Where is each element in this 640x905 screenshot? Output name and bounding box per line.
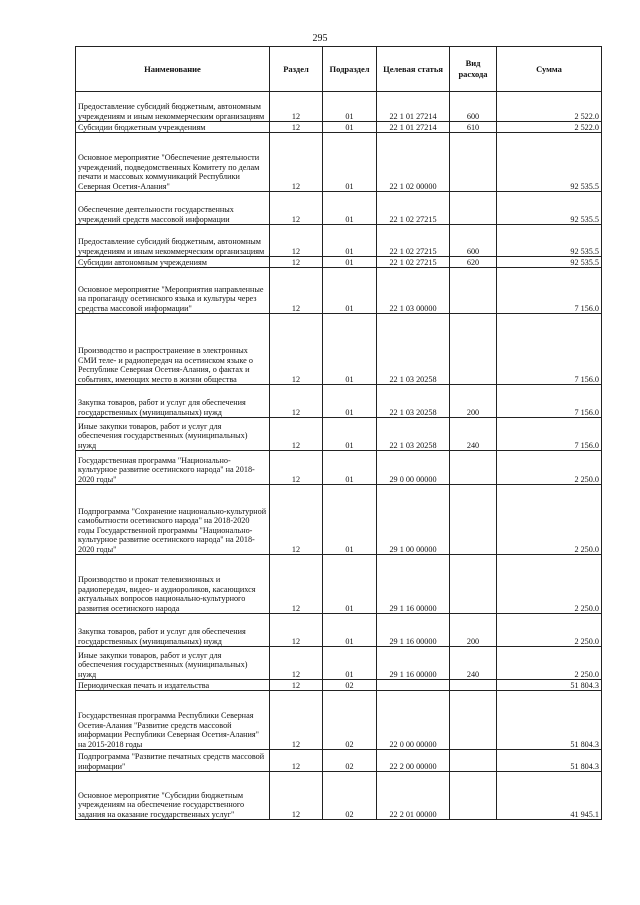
row-name: Основное мероприятие "Субсидии бюджетным учреждениям на обеспечение государственного задания на оказание государственных услуг": [76, 772, 270, 820]
row-expense-type: 240: [450, 647, 497, 680]
row-section: 12: [270, 485, 323, 555]
row-amount: 92 535.5: [497, 192, 602, 225]
row-expense-type: [450, 485, 497, 555]
row-target: 22 1 01 27214: [377, 122, 450, 133]
row-expense-type: [450, 691, 497, 750]
row-target: [377, 680, 450, 691]
row-name: Предоставление субсидий бюджетным, автономным учреждениям и иным некоммерческим организациям: [76, 92, 270, 122]
row-target: 22 1 03 20258: [377, 314, 450, 385]
row-section: 12: [270, 680, 323, 691]
header-name: Наименование: [76, 47, 270, 92]
row-section: 12: [270, 225, 323, 257]
table-row: [76, 691, 602, 750]
row-name: Производство и прокат телевизионных и радиопередач, видео- и аудиороликов, касающихся актуальных вопросов национально-культурного развития осетинского народа: [76, 555, 270, 614]
row-section: 12: [270, 451, 323, 485]
table-row: [76, 680, 602, 691]
header-section: Раздел: [270, 47, 323, 92]
table-row: [76, 314, 602, 385]
row-expense-type: [450, 451, 497, 485]
row-amount: 7 156.0: [497, 314, 602, 385]
row-name: Иные закупки товаров, работ и услуг для обеспечения государственных (муниципальных) нужд: [76, 647, 270, 680]
row-amount: 92 535.5: [497, 225, 602, 257]
row-section: 12: [270, 122, 323, 133]
row-amount: 92 535.5: [497, 257, 602, 268]
row-section: 12: [270, 614, 323, 647]
table-row: [76, 772, 602, 820]
row-amount: 51 804.3: [497, 750, 602, 772]
row-expense-type: 240: [450, 418, 497, 451]
header-amount: Сумма: [497, 47, 602, 92]
row-amount: 2 250.0: [497, 555, 602, 614]
row-subsection: 01: [323, 268, 377, 314]
row-section: 12: [270, 92, 323, 122]
row-expense-type: [450, 555, 497, 614]
row-subsection: 01: [323, 92, 377, 122]
row-subsection: 01: [323, 614, 377, 647]
row-section: 12: [270, 192, 323, 225]
row-name: Основное мероприятие "Мероприятия направленные на пропаганду осетинского языка и культуры через средства массовой информации": [76, 268, 270, 314]
row-amount: 2 250.0: [497, 485, 602, 555]
row-target: 22 1 02 00000: [377, 133, 450, 192]
row-name: Предоставление субсидий бюджетным, автономным учреждениям и иным некоммерческим организациям: [76, 225, 270, 257]
table-row: [76, 268, 602, 314]
table-row: [76, 192, 602, 225]
row-section: 12: [270, 314, 323, 385]
row-expense-type: [450, 314, 497, 385]
row-target: 22 1 03 20258: [377, 418, 450, 451]
row-expense-type: 600: [450, 225, 497, 257]
table-row: [76, 92, 602, 122]
table-header-row: [76, 47, 602, 92]
table-row: [76, 614, 602, 647]
row-subsection: 02: [323, 691, 377, 750]
row-expense-type: 200: [450, 614, 497, 647]
row-expense-type: [450, 750, 497, 772]
row-section: 12: [270, 555, 323, 614]
table-row: [76, 485, 602, 555]
row-name: Закупка товаров, работ и услуг для обеспечения государственных (муниципальных) нужд: [76, 385, 270, 418]
row-target: 22 0 00 00000: [377, 691, 450, 750]
row-expense-type: [450, 192, 497, 225]
row-target: 29 1 16 00000: [377, 555, 450, 614]
row-expense-type: [450, 133, 497, 192]
row-target: 22 2 01 00000: [377, 772, 450, 820]
table-row: [76, 225, 602, 257]
header-expense-type: Вид расхода: [450, 47, 497, 92]
row-amount: 2 250.0: [497, 451, 602, 485]
row-subsection: 01: [323, 122, 377, 133]
row-amount: 2 522.0: [497, 92, 602, 122]
row-section: 12: [270, 133, 323, 192]
row-name: Обеспечение деятельности государственных учреждений средств массовой информации: [76, 192, 270, 225]
row-amount: 41 945.1: [497, 772, 602, 820]
row-subsection: 01: [323, 192, 377, 225]
row-amount: 2 250.0: [497, 614, 602, 647]
row-amount: 2 522.0: [497, 122, 602, 133]
table-row: [76, 385, 602, 418]
row-target: 29 1 16 00000: [377, 647, 450, 680]
row-subsection: 01: [323, 257, 377, 268]
row-target: 22 2 00 00000: [377, 750, 450, 772]
row-section: 12: [270, 691, 323, 750]
row-expense-type: 620: [450, 257, 497, 268]
table-row: [76, 750, 602, 772]
row-target: 22 1 02 27215: [377, 225, 450, 257]
row-subsection: 02: [323, 772, 377, 820]
row-subsection: 02: [323, 750, 377, 772]
row-name: Субсидии бюджетным учреждениям: [76, 122, 270, 133]
row-expense-type: 600: [450, 92, 497, 122]
row-name: Производство и распространение в электронных СМИ теле- и радиопередач на осетинском языке о Республике Северная Осетия-Алания, о фактах и событиях, имеющих место в жизни общества: [76, 314, 270, 385]
row-name: Подпрограмма "Сохранение национально-культурной самобытности осетинского народа" на 2018-2020 годы Государственной программы "Национально-культурное развитие осетинского народа" на 2018-2020 годы": [76, 485, 270, 555]
row-target: 22 1 03 00000: [377, 268, 450, 314]
row-amount: 2 250.0: [497, 647, 602, 680]
row-subsection: 01: [323, 555, 377, 614]
row-subsection: 01: [323, 418, 377, 451]
row-subsection: 01: [323, 225, 377, 257]
row-expense-type: [450, 268, 497, 314]
row-expense-type: 610: [450, 122, 497, 133]
row-section: 12: [270, 772, 323, 820]
row-amount: 51 804.3: [497, 680, 602, 691]
row-section: 12: [270, 385, 323, 418]
row-section: 12: [270, 418, 323, 451]
row-name: Закупка товаров, работ и услуг для обеспечения государственных (муниципальных) нужд: [76, 614, 270, 647]
row-target: 22 1 02 27215: [377, 192, 450, 225]
row-target: 29 0 00 00000: [377, 451, 450, 485]
row-expense-type: [450, 772, 497, 820]
row-subsection: 01: [323, 485, 377, 555]
row-name: Подпрограмма "Развитие печатных средств массовой информации": [76, 750, 270, 772]
row-section: 12: [270, 257, 323, 268]
table-row: [76, 555, 602, 614]
table-row: [76, 647, 602, 680]
table-row: [76, 418, 602, 451]
table-row: [76, 451, 602, 485]
row-amount: 51 804.3: [497, 691, 602, 750]
row-name: Основное мероприятие "Обеспечение деятельности учреждений, подведомственных Комитету по делам печати и массовых коммуникаций Республики Северная Осетия-Алания": [76, 133, 270, 192]
row-target: 22 1 03 20258: [377, 385, 450, 418]
budget-table: [75, 46, 602, 820]
row-amount: 7 156.0: [497, 268, 602, 314]
row-name: Периодическая печать и издательства: [76, 680, 270, 691]
table-row: [76, 122, 602, 133]
header-subsection: Подраздел: [323, 47, 377, 92]
row-subsection: 01: [323, 314, 377, 385]
row-section: 12: [270, 647, 323, 680]
row-expense-type: [450, 680, 497, 691]
row-subsection: 01: [323, 451, 377, 485]
row-name: Субсидии автономным учреждениям: [76, 257, 270, 268]
row-target: 22 1 01 27214: [377, 92, 450, 122]
table-row: [76, 257, 602, 268]
row-target: 22 1 02 27215: [377, 257, 450, 268]
row-subsection: 01: [323, 385, 377, 418]
row-amount: 7 156.0: [497, 418, 602, 451]
row-name: Иные закупки товаров, работ и услуг для обеспечения государственных (муниципальных) нужд: [76, 418, 270, 451]
row-subsection: 01: [323, 133, 377, 192]
row-target: 29 1 16 00000: [377, 614, 450, 647]
header-target: Целевая статья: [377, 47, 450, 92]
row-subsection: 01: [323, 647, 377, 680]
table-row: [76, 133, 602, 192]
row-expense-type: 200: [450, 385, 497, 418]
page-number: 295: [312, 33, 328, 44]
row-target: 29 1 00 00000: [377, 485, 450, 555]
row-name: Государственная программа "Национально-культурное развитие осетинского народа" на 2018-2020 годы": [76, 451, 270, 485]
row-section: 12: [270, 750, 323, 772]
row-subsection: 02: [323, 680, 377, 691]
row-name: Государственная программа Республики Северная Осетия-Алания "Развитие средств массовой информации Республики Северная Осетия-Алания" на 2015-2018 годы: [76, 691, 270, 750]
row-amount: 92 535.5: [497, 133, 602, 192]
row-section: 12: [270, 268, 323, 314]
row-amount: 7 156.0: [497, 385, 602, 418]
